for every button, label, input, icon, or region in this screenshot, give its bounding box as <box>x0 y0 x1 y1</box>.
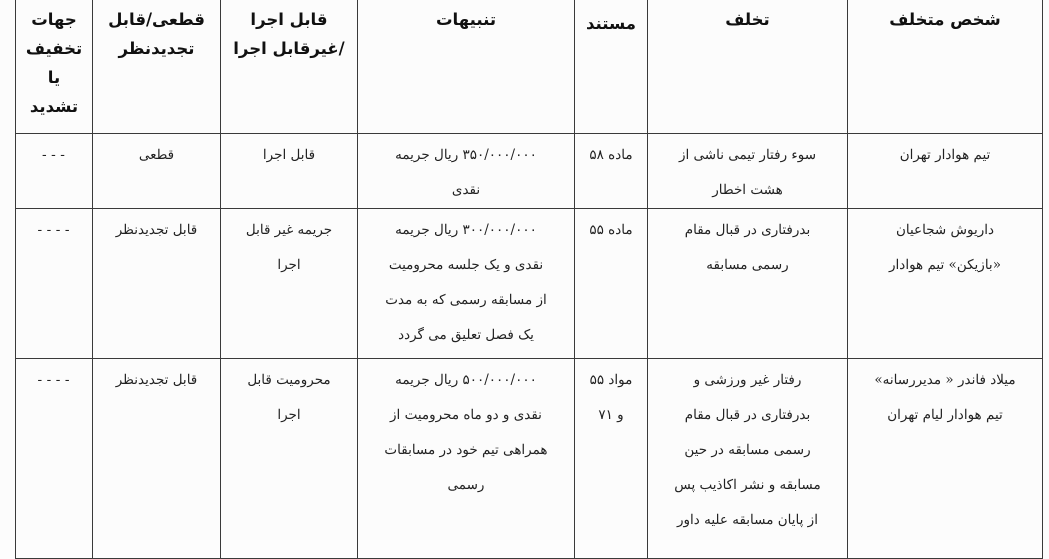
cell-line: قابل تجدیدنظر <box>115 372 198 388</box>
cell-line: --- <box>40 147 68 163</box>
cell-line: ۵۰۰/۰۰۰/۰۰۰ ریال جریمه <box>395 372 537 388</box>
cell-line: سوء رفتار تیمی ناشی از <box>678 147 817 163</box>
cell-line: جریمه غیر قابل <box>245 222 333 238</box>
cell-line: ماده ۵۸ <box>589 147 633 163</box>
header-violation-label: تخلف <box>725 10 770 29</box>
cell-line: قابل اجرا <box>262 147 316 163</box>
cell-violation <box>648 134 848 209</box>
header-person <box>848 0 1043 134</box>
header-reference-label: مستند <box>585 14 636 33</box>
header-enforceability <box>221 0 358 134</box>
cell-penalties <box>358 359 575 559</box>
header-penalties-label: تنبیهات <box>435 10 497 29</box>
cell-finality <box>93 359 221 559</box>
cell-line: اجرا <box>277 407 301 423</box>
cell-penalties <box>358 134 575 209</box>
header-mitigation-line: یا <box>47 68 61 87</box>
table-row <box>16 209 1043 359</box>
cell-line: نقدی و دو ماه محرومیت از <box>390 407 542 423</box>
cell-line: میلاد فاندر « مدیررسانه» <box>874 372 1016 388</box>
cell-line: مواد ۵۵ <box>589 372 633 388</box>
cell-line: قابل تجدیدنظر <box>115 222 198 238</box>
cell-line: بدرفتاری در قبال مقام <box>684 222 811 238</box>
cell-line: هشت اخطار <box>712 182 783 198</box>
cell-person <box>848 359 1043 559</box>
header-finality <box>93 0 221 134</box>
cell-line: تیم هوادار لیام تهران <box>887 407 1003 423</box>
header-reference <box>575 0 648 134</box>
disciplinary-rulings-table <box>15 0 1043 559</box>
cell-line: نقدی <box>451 182 481 198</box>
cell-line: رسمی مسابقه در حین <box>684 442 811 458</box>
cell-line: همراهی تیم خود در مسابقات <box>384 442 548 458</box>
cell-line: رسمی <box>447 477 485 493</box>
header-row <box>16 0 1043 134</box>
cell-person <box>848 134 1043 209</box>
cell-line: رسمی مسابقه <box>706 257 789 273</box>
cell-finality <box>93 134 221 209</box>
cell-line: رفتار غیر ورزشی و <box>693 372 802 388</box>
cell-violation <box>648 359 848 559</box>
header-enforceability-line: قابل اجرا <box>250 10 328 29</box>
cell-line: داریوش شجاعیان <box>895 222 995 238</box>
cell-line: مسابقه و نشر اکاذیب پس <box>674 477 821 493</box>
header-mitigation-line: تخفیف <box>25 39 83 58</box>
header-finality-line: قطعی/قابل <box>108 10 205 29</box>
cell-line: یک فصل تعلیق می گردد <box>398 327 534 343</box>
header-violation <box>648 0 848 134</box>
header-mitigation-line: تشدید <box>29 97 79 116</box>
cell-line: ۳۰۰/۰۰۰/۰۰۰ ریال جریمه <box>395 222 537 238</box>
cell-mitigation <box>16 209 93 359</box>
header-finality-line: تجدیدنظر <box>118 39 195 58</box>
cell-line: اجرا <box>277 257 301 273</box>
cell-line: محرومیت قابل <box>247 372 331 388</box>
cell-line: از پایان مسابقه علیه داور <box>677 512 818 528</box>
header-mitigation-line: جهات <box>31 10 77 29</box>
cell-finality <box>93 209 221 359</box>
table-row <box>16 359 1043 559</box>
header-penalties <box>358 0 575 134</box>
header-enforceability-line: /غیرقابل اجرا <box>233 39 345 58</box>
cell-line: ماده ۵۵ <box>589 222 633 238</box>
cell-violation <box>648 209 848 359</box>
header-person-label: شخص متخلف <box>889 10 1001 29</box>
cell-line: تیم هوادار تهران <box>899 147 991 163</box>
cell-enforceability <box>221 359 358 559</box>
cell-line: از مسابقه رسمی که به مدت <box>385 292 547 308</box>
cell-reference <box>575 359 648 559</box>
cell-reference <box>575 209 648 359</box>
header-mitigation <box>16 0 93 134</box>
cell-mitigation <box>16 359 93 559</box>
cell-line: و ۷۱ <box>598 407 624 423</box>
cell-reference <box>575 134 648 209</box>
cell-enforceability <box>221 134 358 209</box>
cell-line: نقدی و یک جلسه محرومیت <box>388 257 544 273</box>
cell-line: «بازیکن» تیم هوادار <box>889 257 1001 273</box>
cell-enforceability <box>221 209 358 359</box>
cell-line: قطعی <box>138 147 175 163</box>
cell-line: ---- <box>35 372 73 388</box>
cell-penalties <box>358 209 575 359</box>
cell-line: بدرفتاری در قبال مقام <box>684 407 811 423</box>
cell-mitigation <box>16 134 93 209</box>
cell-line: ۳۵۰/۰۰۰/۰۰۰ ریال جریمه <box>395 147 537 163</box>
cell-line: ---- <box>35 222 73 238</box>
cell-person <box>848 209 1043 359</box>
table-row <box>16 134 1043 209</box>
